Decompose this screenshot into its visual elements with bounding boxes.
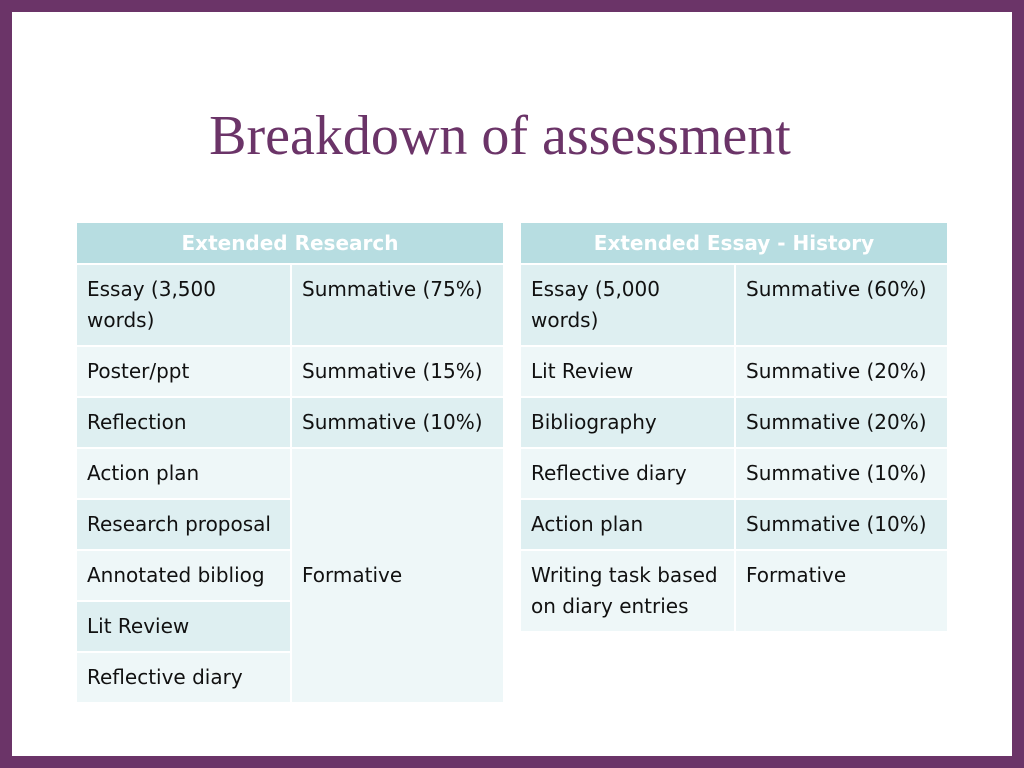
assessment-item: Reflection (77, 398, 292, 449)
table-row (77, 265, 503, 347)
assessment-item: Poster/ppt (77, 347, 292, 398)
assessment-type: Summative (20%) (736, 347, 947, 398)
table-row (77, 398, 503, 449)
table-header: Extended Essay - History (521, 223, 947, 265)
assessment-type: Summative (10%) (292, 398, 503, 449)
assessment-item: Research proposal (77, 500, 292, 551)
assessment-type: Summative (10%) (736, 500, 947, 551)
table-row (521, 551, 947, 633)
assessment-item: Lit Review (521, 347, 736, 398)
table-row (521, 398, 947, 449)
assessment-item: Bibliography (521, 398, 736, 449)
table-row (77, 449, 503, 500)
table-header: Extended Research (77, 223, 503, 265)
assessment-item: Reflective diary (77, 653, 292, 704)
extended-research-table (77, 223, 503, 704)
table-row (521, 347, 947, 398)
assessment-type: Summative (20%) (736, 398, 947, 449)
assessment-type: Summative (60%) (736, 265, 947, 347)
table-row (521, 500, 947, 551)
assessment-item: Essay (5,000 words) (521, 265, 736, 347)
table-row (77, 347, 503, 398)
assessment-type: Formative (736, 551, 947, 633)
assessment-item: Reflective diary (521, 449, 736, 500)
table-row (521, 449, 947, 500)
assessment-type: Summative (75%) (292, 265, 503, 347)
assessment-item: Action plan (521, 500, 736, 551)
table-row (521, 265, 947, 347)
assessment-type: Summative (15%) (292, 347, 503, 398)
assessment-type: Summative (10%) (736, 449, 947, 500)
assessment-item: Lit Review (77, 602, 292, 653)
slide-title: Breakdown of assessment (209, 105, 791, 167)
assessment-item: Action plan (77, 449, 292, 500)
assessment-item: Essay (3,500 words) (77, 265, 292, 347)
assessment-item: Annotated bibliog (77, 551, 292, 602)
extended-essay-history-table (521, 223, 947, 633)
assessment-type: Formative (292, 449, 503, 704)
assessment-item: Writing task based on diary entries (521, 551, 736, 633)
